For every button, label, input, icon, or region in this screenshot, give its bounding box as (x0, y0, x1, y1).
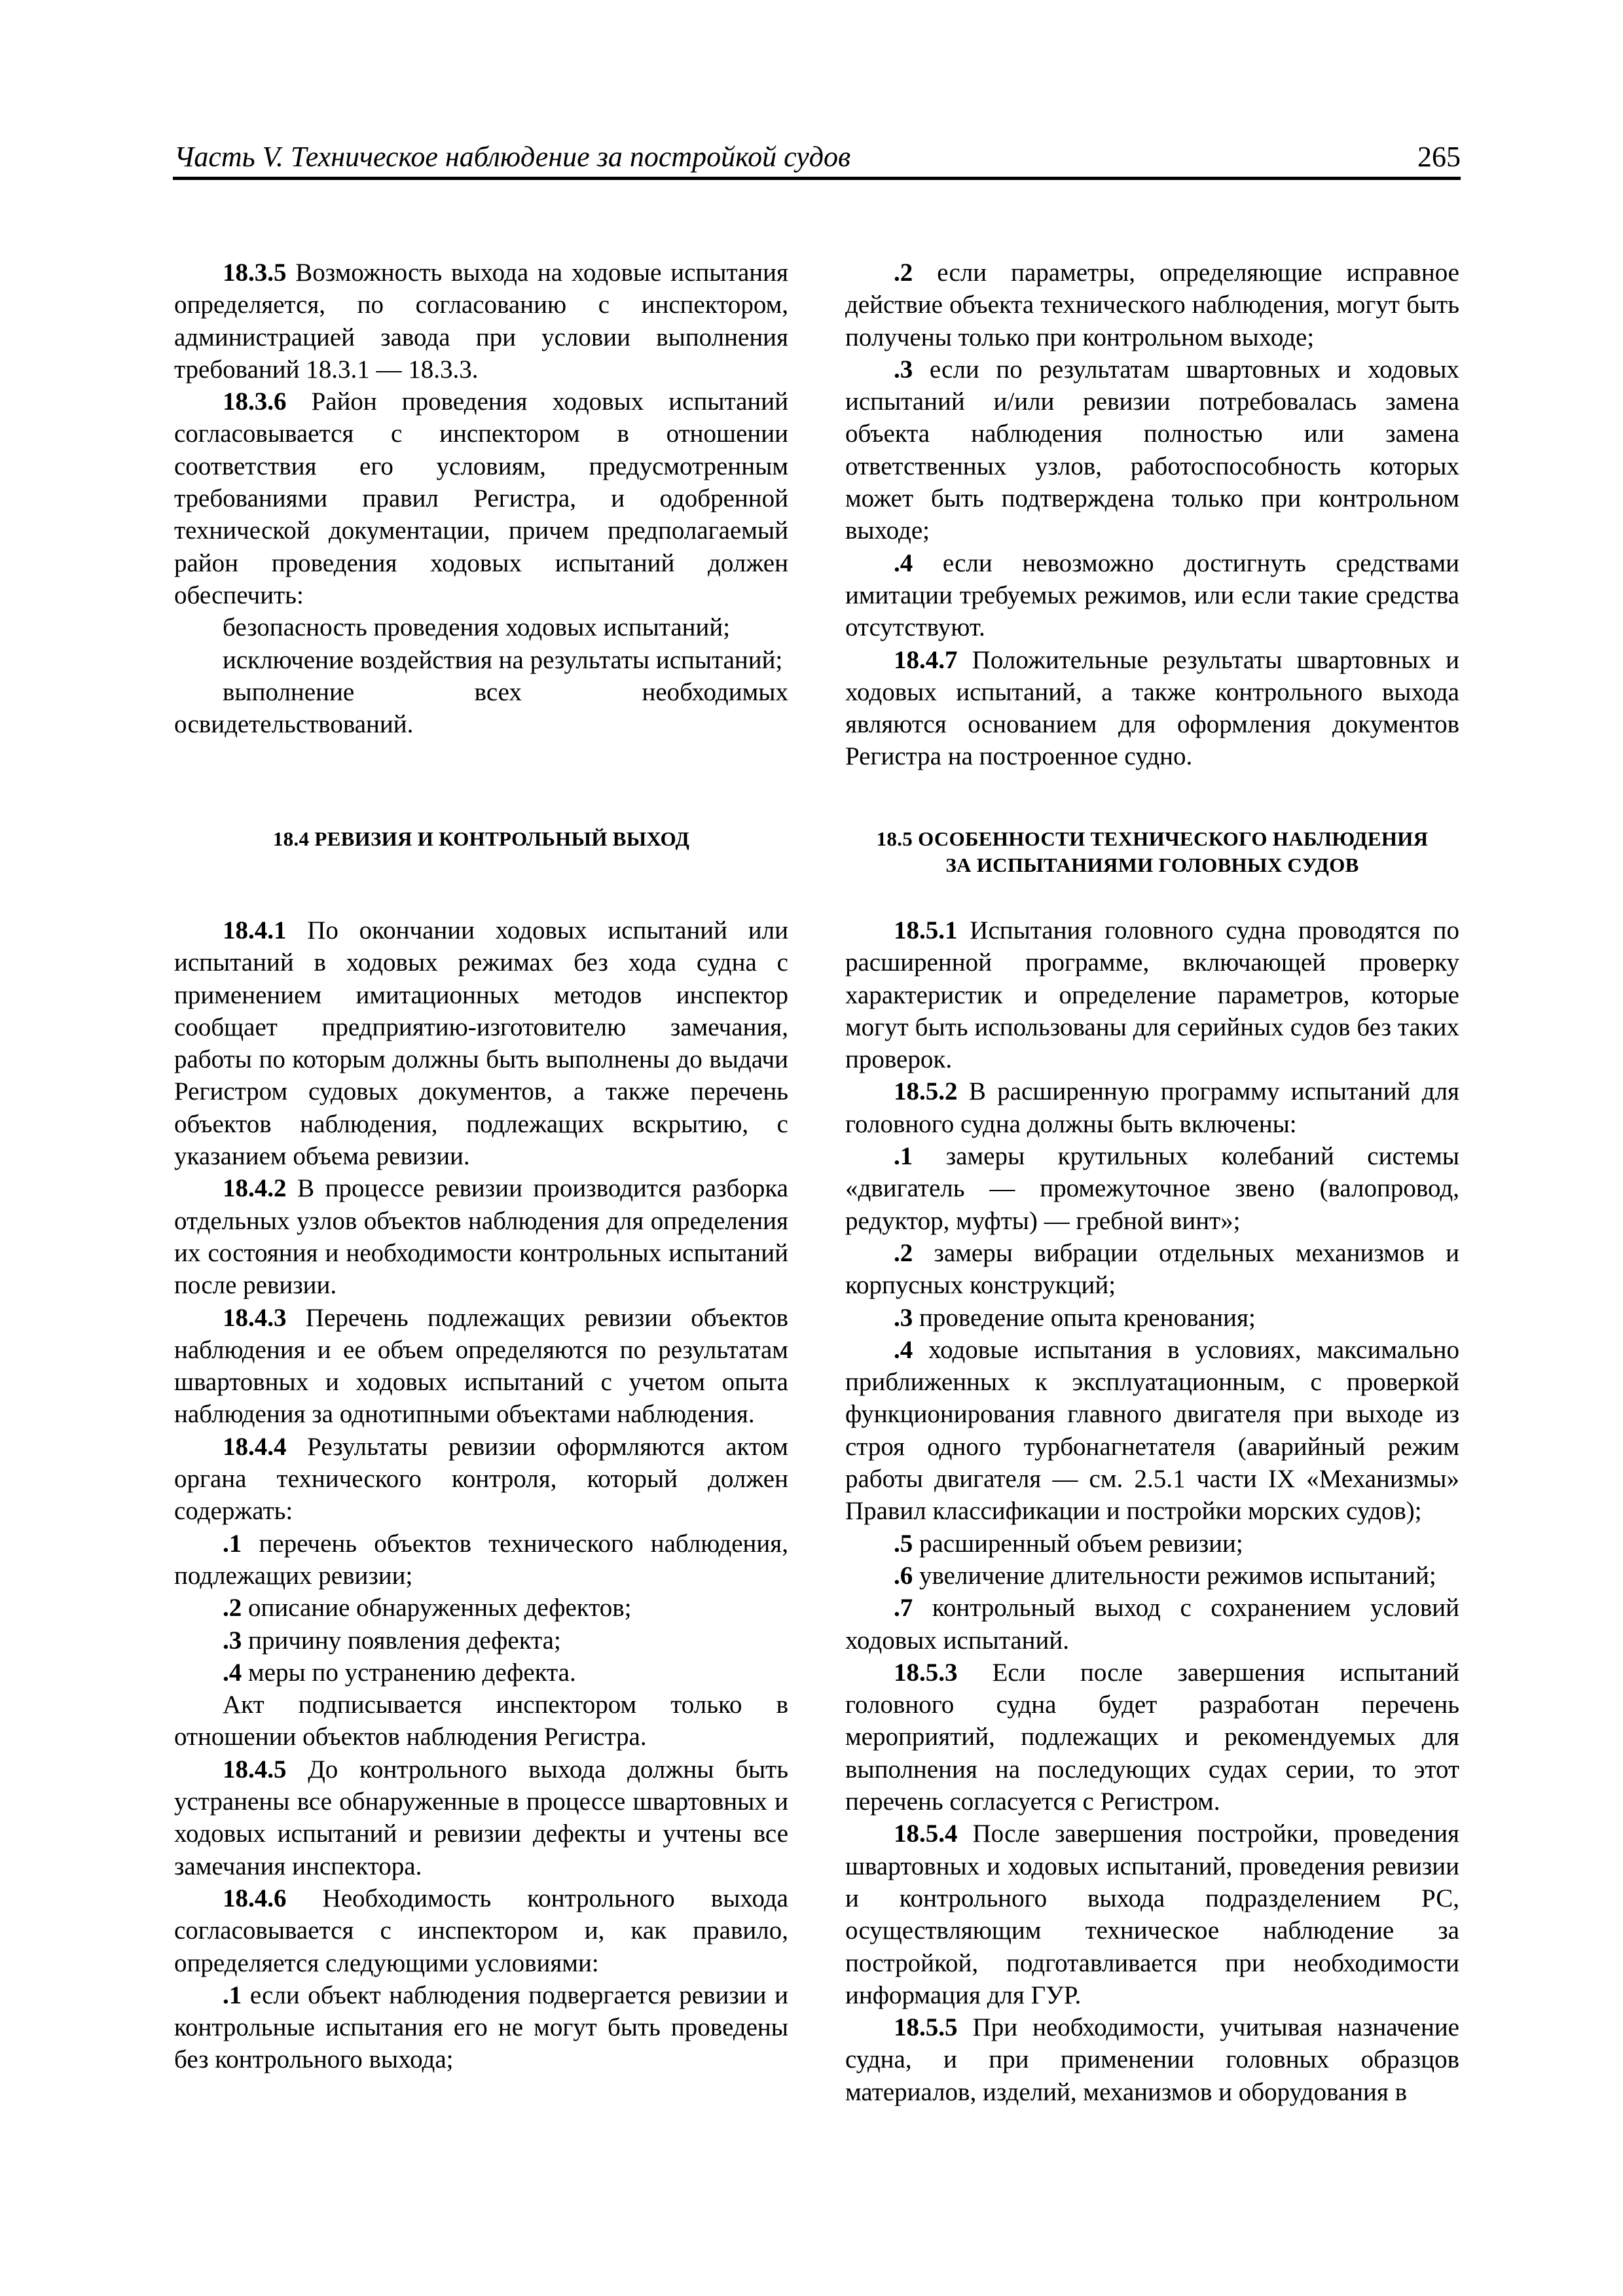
section-heading-18-4: 18.4 РЕВИЗИЯ И КОНТРОЛЬНЫЙ ВЫХОД (272, 827, 690, 850)
paragraph-text: ходовые испытания в условиях, максимально приближенных к эксплуатационным, с проверкой функционирования главного двигателя при выходе из строя одного турбонагнетателя (аварийный режим работы двигателя — см. 2.5.1 части IX «Механизмы» Правил классификации и постройки морских судов); (845, 1335, 1459, 1526)
item-number: .2 (894, 259, 913, 287)
list-item-4 (174, 1657, 788, 1689)
left-column-bottom (174, 914, 788, 2076)
paragraph-18-3-6 (174, 386, 788, 611)
section-heading-18-5 (845, 826, 1459, 878)
section-heading-line-1: 18.5 ОСОБЕННОСТИ ТЕХНИЧЕСКОГО НАБЛЮДЕНИЯ (876, 827, 1429, 850)
paragraph-number: 18.5.3 (894, 1658, 958, 1687)
paragraph-number: 18.4.3 (223, 1303, 287, 1332)
paragraph-text: причину появления дефекта; (242, 1626, 561, 1655)
paragraph-text: Необходимость контрольного выхода согласовывается с инспектором и, как правило, определяется следующими условиями: (174, 1884, 788, 1977)
item-number: .3 (223, 1626, 242, 1655)
paragraph-text: если объект наблюдения подвергается ревизии и контрольные испытания его не могут быть проведены без контрольного выхода; (174, 1981, 788, 2074)
paragraph-18-5-2 (845, 1075, 1459, 1140)
list-item-2 (845, 257, 1459, 353)
item-number: .6 (894, 1561, 913, 1590)
list-item-1 (174, 1979, 788, 2076)
paragraph-text: контрольный выход с сохранением условий ходовых испытаний. (845, 1594, 1459, 1655)
paragraph-18-4-5 (174, 1753, 788, 1882)
list-item-1 (845, 1140, 1459, 1237)
paragraph-18-5-1 (845, 914, 1459, 1075)
paragraph-text: Положительные результаты швартовных и ходовых испытаний, а также контрольного выхода являются основанием для оформления документов Регистра на построенное судно. (845, 645, 1459, 771)
paragraph-text: безопасность проведения ходовых испытаний; (223, 613, 731, 642)
list-item-4 (845, 547, 1459, 644)
item-number: .3 (894, 1303, 913, 1332)
item-number: .7 (894, 1594, 913, 1623)
paragraph-text: Испытания головного судна проводятся по расширенной программе, включающей проверку характеристик и определение параметров, которые могут быть использованы для серийных судов без таких проверок. (845, 916, 1459, 1074)
item-number: .1 (894, 1142, 913, 1171)
item-number: .3 (894, 355, 913, 384)
paragraph-number: 18.4.5 (223, 1755, 287, 1784)
paragraph-number: 18.5.1 (894, 916, 958, 944)
list-line (174, 676, 788, 741)
paragraph-text: До контрольного выхода должны быть устранены все обнаруженные в процессе швартовных и ходовых испытаний и ревизии дефекты и учтены все замечания инспектора. (174, 1755, 788, 1880)
paragraph-text: проведение опыта кренования; (913, 1303, 1256, 1332)
list-item-4 (845, 1334, 1459, 1528)
list-item-5 (845, 1528, 1459, 1560)
paragraph-text: если невозможно достигнуть средствами имитации требуемых режимов, или если такие средства отсутствуют. (845, 548, 1459, 642)
paragraph-text: Район проведения ходовых испытаний согласовывается с инспектором в отношении соответствия его условиям, предусмотренным требованиями правил Регистра, и одобренной технической документации, причем предполагаемый район проведения ходовых испытаний должен обеспечить: (174, 387, 788, 609)
running-header-title: Часть V. Техническое наблюдение за постройкой судов (174, 141, 851, 173)
paragraph-text: меры по устранению дефекта. (242, 1658, 576, 1687)
right-column-bottom (845, 914, 1459, 2108)
paragraph-text: В процессе ревизии производится разборка отдельных узлов объектов наблюдения для определения их состояния и необходимости контрольных испытаний после ревизии. (174, 1174, 788, 1300)
paragraph-text: Если после завершения испытаний головного судна будет разработан перечень мероприятий, подлежащих и рекомендуемых для выполнения на последующих судах серии, то этот перечень согласуется с Регистром. (845, 1658, 1459, 1816)
paragraph-number: 18.4.7 (894, 645, 958, 674)
list-item-3 (845, 1302, 1459, 1334)
paragraph-text: замеры вибрации отдельных механизмов и корпусных конструкций; (845, 1238, 1459, 1300)
item-number: .5 (894, 1529, 913, 1558)
paragraph-number: 18.3.6 (223, 387, 287, 416)
paragraph-number: 18.5.2 (894, 1077, 958, 1106)
paragraph-text: Перечень подлежащих ревизии объектов наблюдения и ее объем определяются по результатам швартовных и ходовых испытаний с учетом опыта наблюдения за однотипными объектами наблюдения. (174, 1303, 788, 1429)
list-item-7 (845, 1592, 1459, 1657)
paragraph-number: 18.4.6 (223, 1884, 287, 1912)
paragraph-18-5-4 (845, 1818, 1459, 2011)
paragraph-text: исключение воздействия на результаты испытаний; (223, 645, 783, 674)
list-item-3 (845, 353, 1459, 547)
paragraph-text: замеры крутильных колебаний системы «двигатель — промежуточное звено (валопровод, редуктор, муфты) — гребной винт»; (845, 1142, 1459, 1235)
list-item-1 (174, 1528, 788, 1592)
list-line (174, 644, 788, 676)
paragraph-number: 18.4.4 (223, 1432, 287, 1461)
paragraph-18-5-5 (845, 2011, 1459, 2108)
paragraph-18-4-7 (845, 644, 1459, 773)
paragraph-18-3-5 (174, 257, 788, 386)
item-number: .4 (894, 548, 913, 577)
paragraph-number: 18.5.5 (894, 2013, 958, 2042)
paragraph-18-4-1 (174, 914, 788, 1172)
paragraph-text: если по результатам швартовных и ходовых испытаний и/или ревизии потребовалась замена объекта наблюдения полностью или замена ответственных узлов, работоспособность которых может быть подтверждена только при контрольном выходе; (845, 355, 1459, 545)
paragraph-number: 18.4.1 (223, 916, 287, 944)
item-number: .2 (223, 1594, 242, 1623)
paragraph-18-4-4 (174, 1431, 788, 1528)
paragraph-act (174, 1689, 788, 1753)
paragraph-text: Результаты ревизии оформляются актом органа технического контроля, который должен содержать: (174, 1432, 788, 1526)
paragraph-text: Возможность выхода на ходовые испытания определяется, по согласованию с инспектором, администрацией завода при условии выполнения требований 18.3.1 — 18.3.3. (174, 259, 788, 384)
item-number: .4 (894, 1335, 913, 1364)
item-number: .1 (223, 1529, 242, 1558)
right-column-top (845, 257, 1459, 773)
page-number: 265 (1417, 141, 1461, 173)
left-column-top (174, 257, 788, 740)
paragraph-number: 18.5.4 (894, 1820, 958, 1848)
paragraph-text: В расширенную программу испытаний для головного судна должны быть включены: (845, 1077, 1459, 1138)
list-item-6 (845, 1560, 1459, 1592)
paragraph-text: перечень объектов технического наблюдения, подлежащих ревизии; (174, 1529, 788, 1590)
paragraph-18-4-2 (174, 1172, 788, 1301)
item-number: .4 (223, 1658, 242, 1687)
section-heading-line-2: ЗА ИСПЫТАНИЯМИ ГОЛОВНЫХ СУДОВ (945, 853, 1359, 876)
paragraph-text: После завершения постройки, проведения швартовных и ходовых испытаний, проведения ревизии и контрольного выхода подразделением РС, осуществляющим техническое наблюдение за постройкой, подготавливается при необходимости информация для ГУР. (845, 1820, 1459, 2009)
paragraph-text: описание обнаруженных дефектов; (242, 1594, 632, 1623)
paragraph-text: При необходимости, учитывая назначение судна, и при применении головных образцов материалов, изделий, механизмов и оборудования в (845, 2013, 1459, 2106)
paragraph-number: 18.4.2 (223, 1174, 287, 1203)
paragraph-text: По окончании ходовых испытаний или испытаний в ходовых режимах без хода судна с применением имитационных методов инспектор сообщает предприятию-изготовителю замечания, работы по которым должны быть выполнены до выдачи Регистром судовых документов, а также перечень объектов наблюдения, подлежащих вскрытию, с указанием объема ревизии. (174, 916, 788, 1171)
paragraph-18-4-3 (174, 1302, 788, 1431)
list-item-2 (174, 1592, 788, 1624)
paragraph-18-5-3 (845, 1657, 1459, 1818)
paragraph-text: выполнение всех необходимых освидетельствований. (174, 677, 788, 739)
list-item-3 (174, 1624, 788, 1657)
item-number: .2 (894, 1238, 913, 1267)
header-rule (173, 177, 1461, 180)
item-number: .1 (223, 1981, 242, 2009)
paragraph-text: увеличение длительности режимов испытаний; (913, 1561, 1436, 1590)
list-line (174, 611, 788, 643)
paragraph-18-4-6 (174, 1882, 788, 1979)
paragraph-number: 18.3.5 (223, 259, 287, 287)
paragraph-text: если параметры, определяющие исправное действие объекта технического наблюдения, могут быть получены только при контрольном выходе; (845, 259, 1459, 351)
paragraph-text: расширенный объем ревизии; (913, 1529, 1243, 1558)
paragraph-text: Акт подписывается инспектором только в отношении объектов наблюдения Регистра. (174, 1691, 788, 1751)
list-item-2 (845, 1237, 1459, 1302)
